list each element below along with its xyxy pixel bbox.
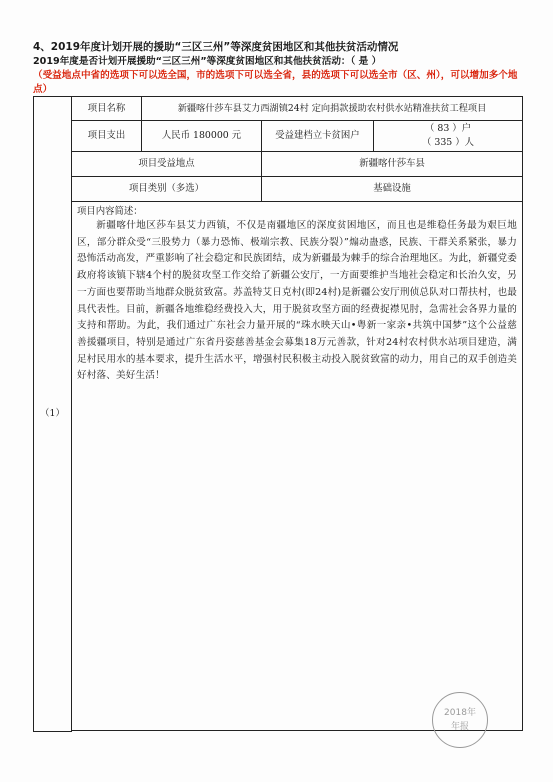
project-index: （1） <box>34 97 72 732</box>
project-name-label: 项目名称 <box>72 97 142 121</box>
content-cell <box>72 202 523 731</box>
row-project-name <box>34 97 523 121</box>
beneficiary-label: 受益建档立卡贫困户 <box>262 121 374 152</box>
category-label: 项目类别（多选） <box>72 177 262 202</box>
expense-label: 项目支出 <box>72 121 142 152</box>
expense-value: 人民币 180000 元 <box>142 121 262 152</box>
beneficiary-counts <box>374 121 523 152</box>
stamp-year: 2018年 <box>444 708 476 718</box>
row-category <box>34 177 523 202</box>
content-title: 项目内容简述： <box>77 206 143 217</box>
row-expense <box>34 121 523 152</box>
households-value: （ 83 ）户 <box>425 123 472 134</box>
project-form-table <box>33 96 523 732</box>
row-content <box>34 202 523 731</box>
stamp-text: 年报 <box>450 722 469 732</box>
persons-value: （ 335 ）人 <box>422 137 474 148</box>
section-heading: 4、2019年度计划开展的援助“三区三州”等深度贫困地区和其他扶贫活动情况 <box>33 41 399 53</box>
content-body: 新疆喀什地区莎车县艾力西镇，不仅是南疆地区的深度贫困地区，而且也是维稳任务最为艰巨地区，部分群众受“三股势力（暴力恐怖、极端宗教、民族分裂）”煽动蛊惑，民族、干群关系紧张，暴力恐怖活动高发，严重影响了社会稳定和民族团结，成为新疆最为棘手的综合治理地区。为此，新疆党委政府将该镇下辖4个村的脱贫攻坚工作交给了新疆公安厅，一方面要维护当地社会稳定和长治久安，另一方面也要帮助当地群众脱贫致富。苏盖特艾日克村(即24村)是新疆公安厅刑侦总队对口帮扶村，也最具代表性。目前，新疆各地维稳经费投入大，用于脱贫攻坚方面的经费捉襟见肘，急需社会各界力量的支持和帮助。为此，我们通过广东社会力量开展的“珠水映天山•粤新一家亲•共筑中国梦”这个公益慈善援疆项目，特别是通过广东省丹姿慈善基金会募集18万元善款，针对24村农村供水站项目建造，满足村民用水的基本要求，提升生活水平，增强村民积极主动投入脱贫致富的动力，用自己的双手创造美好村落、美好生活！ <box>77 220 518 382</box>
location-label: 项目受益地点 <box>72 152 262 177</box>
location-value: 新疆喀什莎车县 <box>262 152 523 177</box>
instruction-note: （受益地点中省的选项下可以选全国，市的选项下可以选全省，县的选项下可以选全市（区、州），可以增加多个地点） <box>33 70 518 95</box>
project-name-value: 新疆喀什莎车县艾力西湖镇24村 定向捐款援助农村供水站精准扶贫工程项目 <box>142 97 523 121</box>
category-value: 基础设施 <box>262 177 523 202</box>
row-location <box>34 152 523 177</box>
activity-question: 2019年度是否计划开展援助“三区三州”等深度贫困地区和其他扶贫活动：（ 是 ） <box>33 56 382 67</box>
annual-report-stamp <box>432 692 488 748</box>
